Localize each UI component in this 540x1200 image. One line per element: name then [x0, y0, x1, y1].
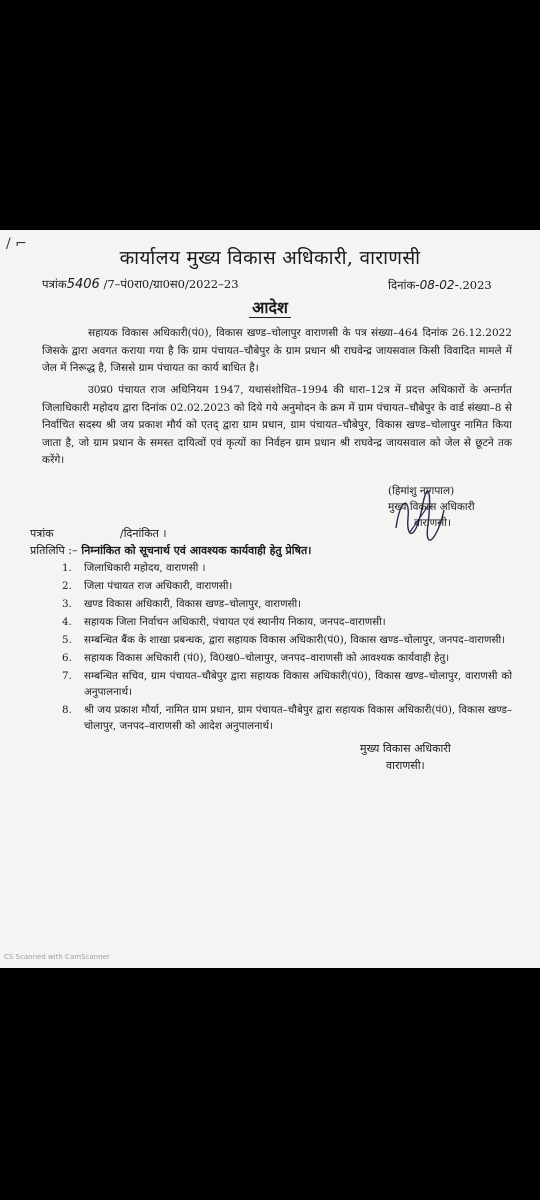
list-item: 3. खण्ड विकास अधिकारी, विकास खण्ड–चोलापुर, वाराणसी। — [62, 598, 302, 610]
copy-to-heading — [30, 543, 311, 558]
date-handwritten: -08-02- — [415, 278, 459, 292]
scanner-watermark: CS Scanned with CamScanner — [4, 953, 110, 961]
order-paragraph-2: उ0प्र0 पंचायत राज अधिनियम 1947, यथासंशोधित–1994 की धारा–12त्र में प्रदत्त अधिकारों के अन्तर्गत जिलाधिकारी महोदय द्वारा दिनांक 02.02.2023 को दिये गये अनुमोदन के क्रम में ग्राम पंचायत–चौबेपुर के वार्ड संख्या–8 से निर्वाचित सदस्य श्री जय प्रकाश मौर्य को एतद् द्वारा ग्राम प्रधान, ग्राम पंचायत–चौबेपुर, विकास खण्ड–चोलापुर नामित किया जाता है, जो ग्राम प्रधान के समस्त दायित्वों एवं कृत्यों का निर्वहन ग्राम प्रधान श्री राघवेन्द्र जायसवाल को जेल से छूटने तक करेंगे। — [42, 384, 512, 466]
list-item: 4. सहायक जिला निर्वाचन अधिकारी, पंचायत एवं स्थानीय निकाय, जनपद–वाराणसी। — [62, 616, 386, 628]
copy-reference: पत्रांक /दिनांकित । — [30, 527, 167, 540]
list-item: 2. जिला पंचायत राज अधिकारी, वाराणसी। — [62, 580, 233, 592]
order-paragraph-1: सहायक विकास अधिकारी(पं0), विकास खण्ड–चोलापुर वाराणसी के पत्र संख्या–464 दिनांक 26.12.2022 जिसके द्वारा अवगत कराया गया है कि ग्राम पंचायत–चौबेपुर के ग्राम प्रधान श्री राघवेन्द्र जायसवाल किसी विवादित मामले में जेल में निरूद्ध है, जिससे ग्राम पंचायत का कार्य बाधित है। — [42, 327, 512, 374]
signatory-name: (हिमांशु नागपाल) — [388, 485, 455, 497]
list-item: 6. सहायक विकास अधिकारी (पं0), वि0ख0–चोलापुर, जनपद–वाराणसी को आवश्यक कार्यवाही हेतु। — [62, 652, 450, 664]
list-item: 7. सम्बन्धित सचिव, ग्राम पंचायत–चौबेपुर द्वारा सहायक विकास अधिकारी(पं0), विकास खण्ड–चोलापुर, वाराणसी को अनुपालनार्थ। — [62, 670, 512, 698]
list-item: 5. सम्बन्धित बैंक के शाखा प्रबन्धक, द्वारा सहायक विकास अधिकारी(पं0), विकास खण्ड–चोलापुर, जनपद–वाराणसी। — [62, 634, 506, 646]
ref-rest: /7–पं0रा0/ग्रा0स0/2022–23 — [103, 277, 239, 291]
date-year: .2023 — [458, 278, 492, 292]
office-title: कार्यालय मुख्य विकास अधिकारी, वाराणसी — [119, 247, 421, 269]
order-heading: आदेश — [0, 296, 540, 318]
list-item: 8. श्री जय प्रकाश मौर्या, नामित ग्राम प्रधान, ग्राम पंचायत–चौबेपुर द्वारा सहायक विकास अधिकारी(पं0), विकास खण्ड–चोलापुर, जनपद–वाराणसी को आदेश अनुपालनार्थ। — [62, 704, 512, 732]
copy-dated: /दिनांकित । — [120, 527, 167, 540]
margin-mark: / ⌐ — [6, 236, 27, 252]
signatory-designation: मुख्य विकास अधिकारी — [388, 501, 475, 513]
bottom-signer-place: वाराणसी। — [386, 759, 425, 772]
ref-handwritten: 5406 — [66, 277, 100, 292]
date-label: दिनांक — [388, 278, 416, 292]
signature-block — [388, 483, 498, 531]
reference-number — [42, 277, 239, 292]
bottom-signer-designation: मुख्य विकास अधिकारी — [360, 742, 451, 755]
document-page — [0, 230, 540, 968]
copy-text: निम्नांकित को सूचनार्थ एवं आवश्यक कार्यवाही हेतु प्रेषित। — [81, 544, 312, 557]
signatory-place: वाराणसी। — [414, 517, 451, 529]
list-item: 1. जिलाधिकारी महोदय, वाराणसी । — [62, 562, 206, 574]
copy-label: प्रतिलिपि :– — [30, 544, 78, 557]
issue-date — [388, 278, 492, 293]
ref-label: पत्रांक — [42, 277, 67, 291]
bottom-signer — [360, 740, 451, 774]
copy-list — [62, 560, 512, 736]
